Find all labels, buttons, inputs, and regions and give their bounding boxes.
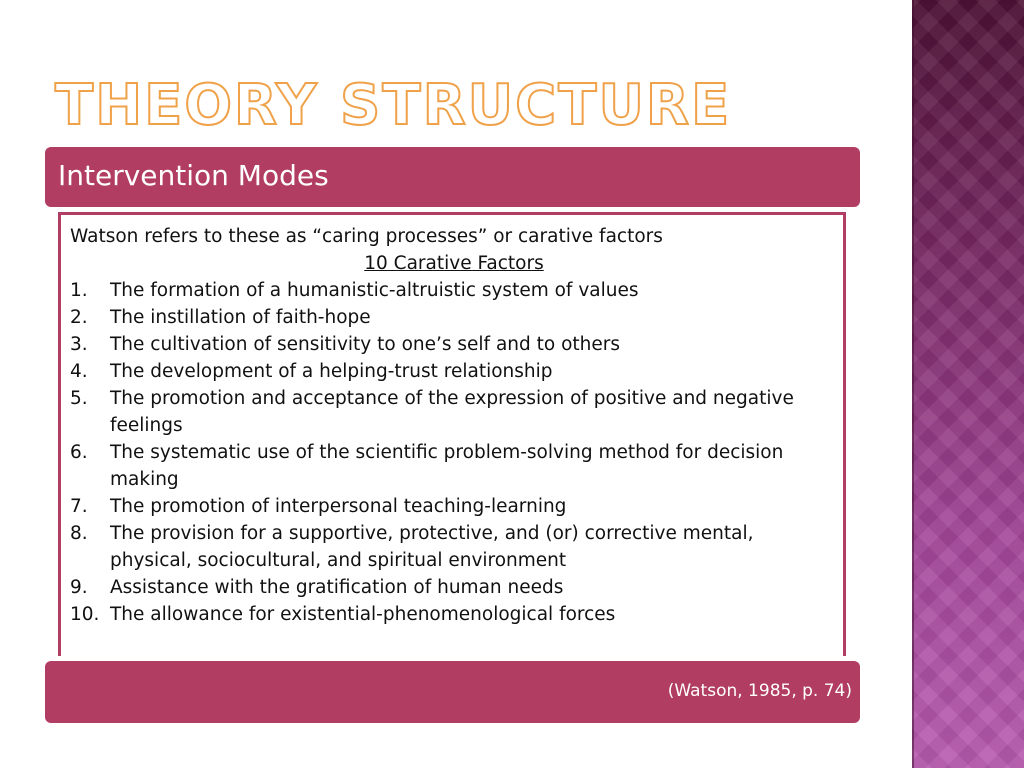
list-item <box>70 304 838 331</box>
intro-text: Watson refers to these as “caring processes” or carative factors <box>70 226 663 247</box>
list-item <box>70 358 838 385</box>
citation: (Watson, 1985, p. 74) <box>667 681 852 701</box>
list-item-number: 9. <box>70 577 88 598</box>
list-item-text: The systematic use of the scientific problem-solving method for decision making <box>110 442 784 490</box>
side-panel-edge <box>912 0 914 768</box>
list-item-text: The formation of a humanistic-altruistic system of values <box>110 280 639 301</box>
list-item-text: The development of a helping-trust relationship <box>110 361 553 382</box>
list-item <box>70 493 838 520</box>
list-item <box>70 331 838 358</box>
list-item <box>70 520 838 574</box>
slide-title: THEORY STRUCTURE <box>55 73 732 138</box>
list-item-text: The allowance for existential-phenomenological forces <box>110 604 616 625</box>
section-header-text: Intervention Modes <box>58 159 329 192</box>
list-item-number: 5. <box>70 388 88 409</box>
list-item-number: 4. <box>70 361 88 382</box>
list-item-text: The provision for a supportive, protective, and (or) corrective mental, physical, sociocultural, and spiritual environment <box>110 523 754 571</box>
list-item-number: 7. <box>70 496 88 517</box>
decorative-side-panel <box>912 0 1024 768</box>
list-item <box>70 601 838 628</box>
list-item-number: 3. <box>70 334 88 355</box>
list-item <box>70 574 838 601</box>
list-item-number: 10. <box>70 604 100 625</box>
list-item-text: Assistance with the gratification of human needs <box>110 577 564 598</box>
list-item <box>70 277 838 304</box>
list-item-text: The instillation of faith-hope <box>110 307 371 328</box>
section-header-bar <box>45 147 860 207</box>
list-item-text: The promotion of interpersonal teaching-learning <box>110 496 567 517</box>
list-item-text: The promotion and acceptance of the expression of positive and negative feelings <box>110 388 794 436</box>
list-item-text: The cultivation of sensitivity to one’s self and to others <box>110 334 621 355</box>
list-item-number: 6. <box>70 442 88 463</box>
list-subheading: 10 Carative Factors <box>364 253 544 274</box>
list-item-number: 8. <box>70 523 88 544</box>
footer-bar <box>45 661 860 723</box>
content-body <box>70 223 838 628</box>
list-item-number: 2. <box>70 307 88 328</box>
list-item <box>70 439 838 493</box>
list-item <box>70 385 838 439</box>
content-box <box>58 212 846 656</box>
list-item-number: 1. <box>70 280 88 301</box>
